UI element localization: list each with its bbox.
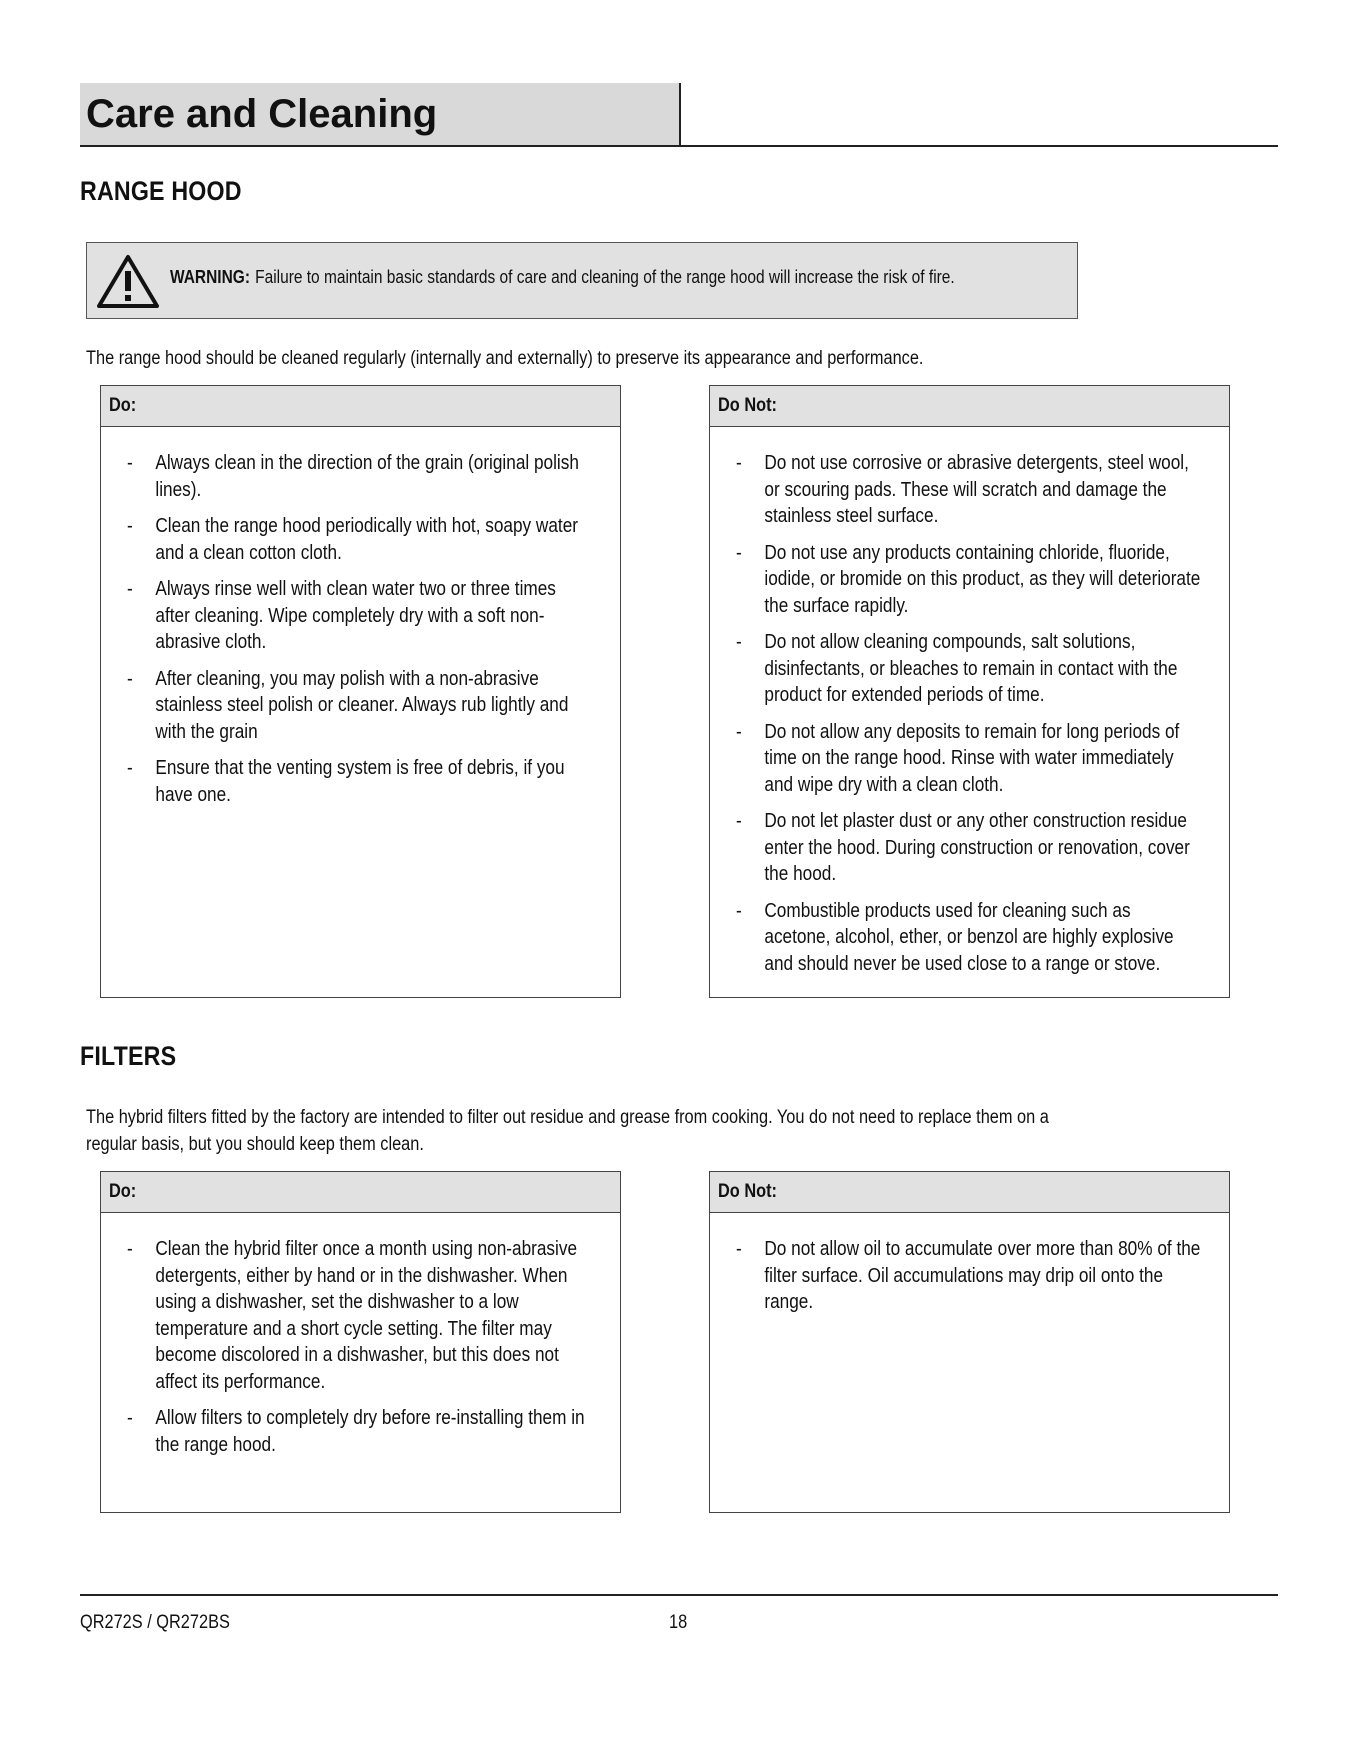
filters-do-list	[127, 1236, 591, 1468]
bullet-dash: -	[736, 720, 742, 743]
bullet-dash: -	[127, 1407, 133, 1429]
list-item-text: Do not let plaster dust or any other construction residue enter the hood. During construction or renovation, cover the hood.	[764, 810, 1190, 885]
warning-text	[170, 267, 1116, 288]
list-item-text: Clean the range hood periodically with hot, soapy water and a clean cotton cloth.	[155, 515, 578, 564]
list-item	[127, 1405, 591, 1458]
list-item	[736, 808, 1200, 888]
list-item	[127, 450, 591, 503]
list-item-text: Allow filters to completely dry before re-installing them in the range hood.	[155, 1407, 585, 1456]
filters-intro	[86, 1104, 1256, 1158]
list-item-text: Ensure that the venting system is free of debris, if you have one.	[155, 757, 565, 806]
filters-intro-line-1: The hybrid filters fitted by the factory are intended to filter out residue and grease from cooking. You do not need to replace them on a	[86, 1107, 1049, 1128]
footer-rule	[80, 1594, 1278, 1596]
bullet-dash: -	[127, 757, 133, 779]
list-item	[127, 513, 591, 566]
box-title: Do Not:	[718, 1181, 777, 1202]
list-item	[736, 1236, 1200, 1316]
list-item	[736, 719, 1200, 799]
list-item-text: Do not allow oil to accumulate over more than 80% of the filter surface. Oil accumulations may drip oil onto the range.	[764, 1238, 1201, 1313]
box-title: Do:	[109, 1181, 137, 1202]
bullet-dash: -	[736, 810, 742, 832]
header-divider	[679, 83, 681, 145]
range-hood-do-not-list	[736, 450, 1200, 987]
section-heading-range-hood: RANGE HOOD	[80, 176, 242, 206]
list-item	[736, 450, 1200, 530]
bullet-dash: -	[736, 452, 742, 474]
box-header	[710, 386, 1229, 427]
list-item	[736, 629, 1200, 709]
page-title: Care and Cleaning	[86, 92, 438, 136]
footer-model: QR272S / QR272BS	[80, 1612, 230, 1633]
bullet-dash: -	[127, 578, 133, 600]
list-item-text: Do not allow any deposits to remain for long periods of time on the range hood. Rinse with water immediately and wipe dry with a clean cloth.	[764, 720, 1180, 796]
bullet-dash: -	[127, 452, 133, 474]
warning-triangle-icon	[95, 252, 161, 310]
filters-do-not-list	[736, 1236, 1200, 1326]
list-item-text: Do not allow cleaning compounds, salt solutions, disinfectants, or bleaches to remain in contact with the product for extended periods of time.	[764, 631, 1178, 706]
range-hood-intro: The range hood should be cleaned regularly (internally and externally) to preserve its appearance and performance.	[86, 348, 924, 369]
list-item-text: Do not use corrosive or abrasive detergents, steel wool, or scouring pads. These will scratch and damage the stainless steel surface.	[764, 452, 1189, 527]
list-item-text: Always clean in the direction of the grain (original polish lines).	[155, 452, 579, 501]
range-hood-do-not-box	[709, 385, 1230, 998]
box-header	[101, 386, 620, 427]
header-rule	[80, 145, 1278, 147]
bullet-dash: -	[736, 1238, 742, 1260]
list-item	[127, 755, 591, 808]
list-item	[736, 898, 1200, 978]
bullet-dash: -	[127, 667, 133, 690]
box-title: Do Not:	[718, 395, 777, 416]
list-item-text: Combustible products used for cleaning such as acetone, alcohol, ether, or benzol are highly explosive and should never be used close to a range or stove.	[764, 899, 1174, 975]
bullet-dash: -	[736, 899, 742, 922]
box-title: Do:	[109, 395, 137, 416]
filters-do-box	[100, 1171, 621, 1513]
box-header	[101, 1172, 620, 1213]
filters-intro-line-2: regular basis, but you should keep them clean.	[86, 1134, 424, 1155]
bullet-dash: -	[736, 541, 742, 564]
list-item-text: Always rinse well with clean water two or three times after cleaning. Wipe completely dry with a soft non-abrasive cloth.	[155, 578, 556, 653]
list-item-text: Clean the hybrid filter once a month using non-abrasive detergents, either by hand or in the dishwasher. When using a dishwasher, set the dishwasher to a low temperature and a short cycle setting. The filter may become discolored in a dishwasher, but this does not affect its performance.	[155, 1238, 578, 1393]
list-item	[127, 1236, 591, 1395]
list-item	[127, 576, 591, 656]
page-number: 18	[669, 1612, 688, 1633]
list-item	[736, 540, 1200, 620]
warning-label: WARNING:	[170, 267, 250, 287]
list-item-text: Do not use any products containing chloride, fluoride, iodide, or bromide on this product, as they will deteriorate the surface rapidly.	[764, 541, 1201, 617]
bullet-dash: -	[736, 631, 742, 653]
warning-message: Failure to maintain basic standards of care and cleaning of the range hood will increase the risk of fire.	[255, 267, 955, 287]
section-heading-filters: FILTERS	[80, 1041, 177, 1071]
bullet-dash: -	[127, 1238, 133, 1260]
range-hood-do-box	[100, 385, 621, 998]
warning-box	[86, 242, 1078, 319]
list-item-text: After cleaning, you may polish with a non-abrasive stainless steel polish or cleaner. Always rub lightly and with the grain	[155, 667, 569, 743]
bullet-dash: -	[127, 515, 133, 537]
list-item	[127, 666, 591, 746]
range-hood-do-list	[127, 450, 591, 818]
box-header	[710, 1172, 1229, 1213]
filters-do-not-box	[709, 1171, 1230, 1513]
